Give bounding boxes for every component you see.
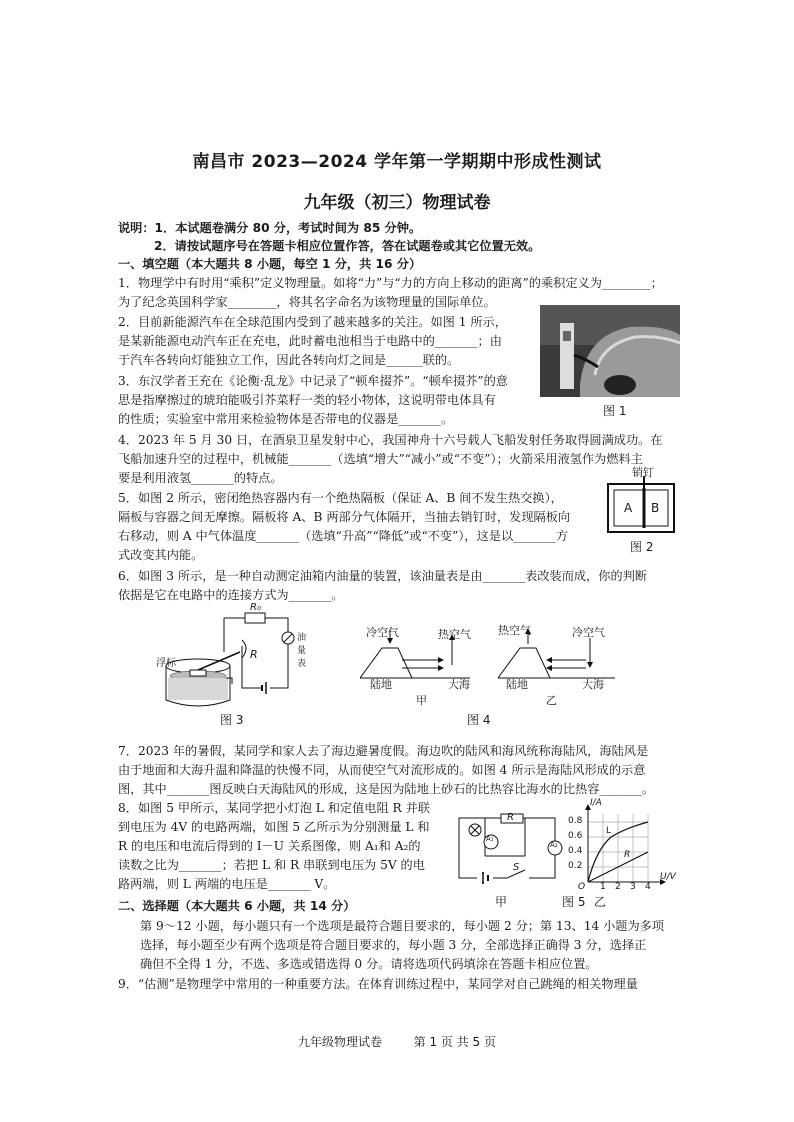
section-2-intro-2: 选择，每小题至少有两个选项是符合题目要求的，每小题 3 分，全部选择正确得 3 分，选择正: [140, 938, 647, 952]
figure-1-photo: [540, 305, 680, 397]
figure-5-ytick-4: 0.2: [568, 861, 583, 871]
figure-4-b-cold-label: 冷空气: [572, 626, 605, 639]
figure-5-xtick-4: 4: [645, 882, 651, 892]
section-2-intro-3: 确但不全得 1 分，不选、多选或错选得 0 分。请将选项代码填涂在答题卡相应位置。: [140, 957, 598, 971]
figure-5-ytick-2: 0.6: [568, 831, 583, 841]
figure-1-caption: 图 1: [603, 404, 627, 418]
q7-line-2: 由于地面和大海升温和降温的快慢不同，从而使空气对流形成的。如图 4 所示是海陆风形成的示意: [118, 763, 646, 777]
figure-4-a-tag: 甲: [416, 694, 427, 707]
q8-line-1: 8．如图 5 甲所示，某同学把小灯泡 L 和定值电阻 R 并联: [118, 801, 430, 815]
figure-5-xtick-1: 1: [600, 882, 606, 892]
q8-line-3: R 的电压和电流后得到的 I－U 关系图像，则 A₁和 A₂的: [118, 839, 421, 853]
q5-line-2: 隔板与容器之间无摩擦。隔板将 A、B 两部分气体隔开，当抽去销钉时，发现隔板向: [118, 510, 571, 524]
figure-5-r-label: R: [507, 812, 514, 823]
figure-4-b-land-label: 陆地: [506, 678, 528, 691]
figure-5-circuit: [455, 812, 567, 892]
q6-line-2: 依据是它在电路中的连接方式为_______。: [118, 588, 344, 602]
figure-4-b-tag: 乙: [546, 694, 557, 707]
q6-line-1: 6．如图 3 所示，是一种自动测定油箱内油量的装置，该油量表是由_______表改装而成，你的判断: [118, 569, 648, 583]
figure-2-a-label: A: [624, 501, 633, 515]
q8-line-2: 到电压为 4V 的电路两端，如图 5 乙所示为分别测量 L 和: [118, 820, 430, 834]
figure-2-pin-label: 销钉: [632, 466, 654, 479]
figure-5-b-tag: 乙: [594, 895, 607, 909]
q5-line-4: 式改变其内能。: [118, 548, 204, 562]
q8-line-4: 读数之比为_______；若把 L 和 R 串联到电压为 5V 的电: [118, 858, 425, 872]
q2-line-2: 是某新能源电动汽车正在充电，此时蓄电池相当于电路中的_______；由: [118, 334, 502, 348]
figure-5-a1-label: A₁: [486, 835, 494, 843]
figure-5-ytick-3: 0.4: [568, 846, 583, 856]
figure-5-caption: 图 5: [562, 895, 586, 909]
figure-3-r-label: R: [250, 648, 258, 661]
figure-4-a-land-label: 陆地: [370, 678, 392, 691]
q5-line-1: 5．如图 2 所示，密闭绝热容器内有一个绝热隔板（保证 A、B 间不发生热交换），: [118, 491, 563, 505]
figure-2-b-label: B: [651, 501, 660, 515]
figure-2-caption: 图 2: [630, 540, 654, 554]
figure-5-a-tag: 甲: [495, 895, 508, 909]
q2-line-1: 2．目前新能源汽车在全球范围内受到了越来越多的关注。如图 1 所示，: [118, 315, 507, 329]
figure-5-curve-r-label: R: [624, 850, 631, 860]
q7-line-1: 7．2023 年的暑假，某同学和家人去了海边避暑度假。海边吹的陆风和海风统称海陆风，海陆风是: [118, 744, 649, 758]
footer-left: 九年级物理试卷: [297, 1035, 382, 1049]
section-1-heading: 一、填空题（本大题共 8 小题，每空 1 分，共 16 分）: [118, 257, 422, 271]
figure-4-a-hot-label: 热空气: [438, 628, 471, 641]
figure-4-diagram: [360, 620, 620, 707]
figure-3-r0-label: R₀: [250, 602, 261, 613]
q9-line-1: 9．“估测”是物理学中常用的一种重要方法。在体育训练过程中，某同学对自己跳绳的相关物理量: [118, 977, 638, 991]
q4-line-1: 4．2023 年 5 月 30 日，在酒泉卫星发射中心，我国神舟十六号载人飞船发射任务取得圆满成功。在: [118, 433, 663, 447]
footer-right: 第 1 页 共 5 页: [413, 1035, 496, 1049]
q8-line-5: 路两端，则 L 两端的电压是_______ V。: [118, 877, 336, 891]
q1-line-1: 1．物理学中有时用“乘积”定义物理量。如将“力”与“力的方向上移动的距离”的乘积定义为________；: [118, 276, 663, 290]
figure-2-container: [606, 466, 678, 536]
section-2-intro-1: 第 9～12 小题，每小题只有一个选项是最符合题目要求的，每小题 2 分；第 13、14 小题为多项: [140, 919, 665, 933]
figure-5-graph: [566, 800, 676, 906]
figure-5-ylabel: I/A: [590, 798, 602, 808]
q3-line-1: 3．东汉学者王充在《论衡·乱龙》中记录了“顿牟掇芥”。“顿牟掇芥”的意: [118, 374, 508, 388]
figure-5-s-label: S: [513, 862, 520, 873]
note-1: 说明：1．本试题卷满分 80 分，考试时间为 85 分钟。: [118, 221, 422, 235]
q2-line-3: 于汽车各转向灯能独立工作，因此各转向灯之间是______联的。: [118, 353, 460, 367]
q1-line-2: 为了纪念英国科学家________，将其名字命名为该物理量的国际单位。: [118, 295, 496, 309]
q3-line-2: 思是指摩擦过的琥珀能吸引芥菜籽一类的轻小物体，这说明带电体具有: [118, 393, 496, 407]
figure-3-meter-label: 油量表: [297, 633, 307, 669]
figure-5-xtick-3: 3: [630, 882, 636, 892]
figure-5-xtick-0: O: [578, 882, 586, 892]
paper-subtitle: 九年级（初三）物理试卷: [303, 193, 491, 213]
figure-4-caption: 图 4: [467, 713, 491, 727]
figure-4-b-sea-label: 大海: [582, 678, 604, 691]
figure-5-curve-l-label: L: [606, 826, 612, 836]
figure-4-a-sea-label: 大海: [448, 678, 470, 691]
q3-line-3: 的性质；实验室中常用来检验物体是否带电的仪器是_______。: [118, 412, 454, 426]
q4-line-3: 要是利用液氢_______的特点。: [118, 471, 283, 485]
figure-4-b-hot-label: 热空气: [498, 624, 531, 637]
section-2-heading: 二、选择题（本大题共 6 小题，共 14 分）: [118, 899, 356, 913]
q7-line-3: 图，其中_______图反映白天海陆风的形成，这是因为陆地上砂石的比热容比海水的比热容_______。: [118, 782, 655, 796]
figure-4-a-cold-label: 冷空气: [366, 626, 399, 639]
page-footer: [0, 1033, 794, 1050]
figure-3-caption: 图 3: [220, 713, 244, 727]
paper-title: 南昌市 2023—2024 学年第一学期期中形成性测试: [192, 152, 602, 172]
q5-line-3: 右移动，则 A 中气体温度_______（选填“升高”“降低”或“不变”），这是以_______方: [118, 529, 569, 543]
q4-line-2: 飞船加速升空的过程中，机械能_______（选填“增大”“减小”或“不变”）；火箭采用液氢作为燃料主: [118, 452, 643, 466]
figure-3-float-label: 浮标: [156, 658, 176, 669]
note-2: 2．请按试题序号在答题卡相应位置作答，答在试题卷或其它位置无效。: [154, 239, 541, 253]
figure-5-xtick-2: 2: [615, 882, 621, 892]
figure-3-diagram: [156, 602, 310, 718]
figure-5-xlabel: U/V: [660, 872, 676, 882]
figure-5-a2-label: A₂: [550, 841, 558, 849]
figure-5-ytick-1: 0.8: [568, 816, 583, 826]
